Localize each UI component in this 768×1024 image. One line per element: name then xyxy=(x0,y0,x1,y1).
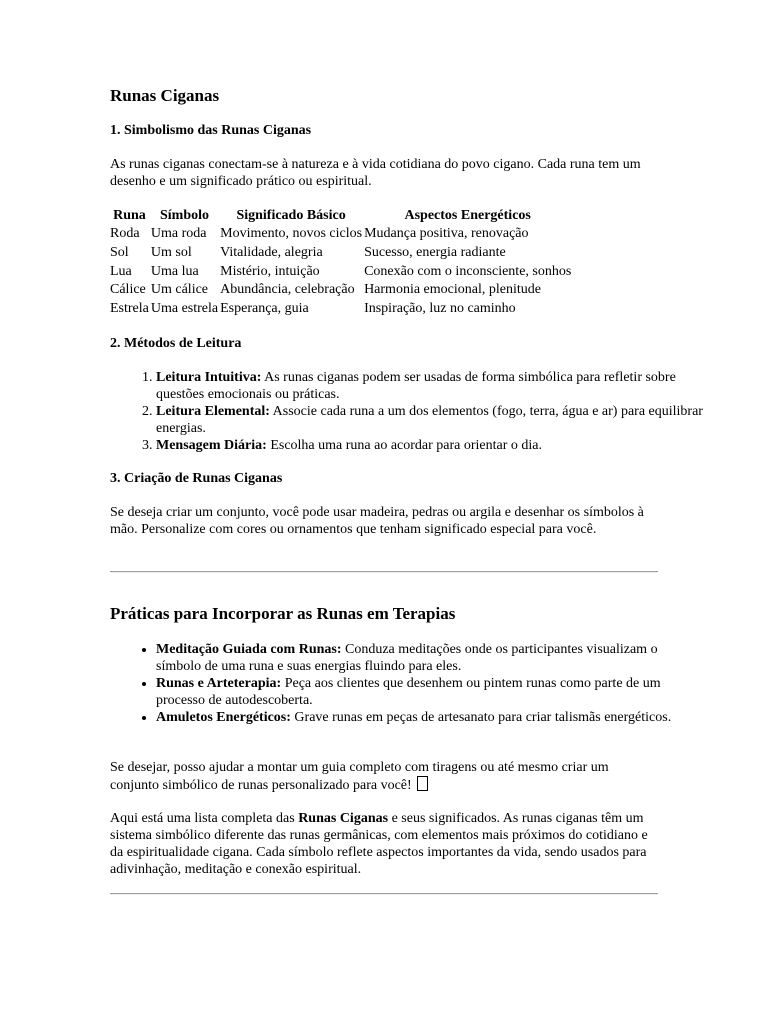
list-item xyxy=(156,709,704,726)
table-header-row xyxy=(110,207,571,225)
table-cell: Inspiração, luz no caminho xyxy=(364,301,516,317)
symbolism-intro: As runas ciganas conectam-se à natureza e à vida cotidiana do povo cigano. Cada runa tem um desenho e um significado prático ou espiritual. xyxy=(110,157,641,189)
item-text: Grave runas em peças de artesanato para criar talismãs energéticos. xyxy=(290,710,672,725)
item-text: Escolha uma runa ao acordar para orientar o dia. xyxy=(266,438,543,453)
list-item xyxy=(156,641,704,675)
closing-suffix: e seus significados. As runas ciganas têm um sistema simbólico diferente das runas germânicas, com elementos mais próximos do cotidiano e da espiritualidade cigana. Cada símbolo reflete aspectos importantes da vida, sendo usados para adivinhação, meditação e conexão espiritual. xyxy=(110,811,648,877)
table-row xyxy=(110,244,571,263)
table-cell: Sol xyxy=(110,245,129,261)
column-header-aspectos: Aspectos Energéticos xyxy=(404,208,531,223)
table-row xyxy=(110,225,571,244)
table-cell: Conexão com o inconsciente, sonhos xyxy=(364,263,572,279)
item-label: Amuletos Energéticos: xyxy=(156,710,291,725)
list-item xyxy=(156,675,704,709)
horizontal-divider xyxy=(110,571,658,573)
table-cell: Sucesso, energia radiante xyxy=(364,245,506,261)
table-cell: Um sol xyxy=(150,245,192,261)
item-text: Peça aos clientes que desenhem ou pintem runas como parte de um processo de autodescoberta. xyxy=(156,676,661,708)
column-header-significado: Significado Básico xyxy=(236,208,346,223)
column-header-runa: Runa xyxy=(113,208,146,223)
runes-table xyxy=(108,207,573,318)
table-cell: Uma roda xyxy=(150,226,207,242)
table-cell: Abundância, celebração xyxy=(220,282,355,298)
table-cell: Lua xyxy=(110,263,132,279)
offer-paragraph xyxy=(110,759,658,794)
offer-text: Se desejar, posso ajudar a montar um guia completo com tiragens ou até mesmo criar um conjunto simbólico de runas personalizado para você! xyxy=(110,760,609,793)
table-cell: Vitalidade, alegria xyxy=(220,245,323,261)
item-label: Meditação Guiada com Runas: xyxy=(156,642,342,657)
section-heading-methods: 2. Métodos de Leitura xyxy=(110,336,242,351)
table-cell: Harmonia emocional, plenitude xyxy=(364,282,541,298)
table-cell: Esperança, guia xyxy=(220,301,309,317)
table-cell: Roda xyxy=(110,226,140,242)
table-row xyxy=(110,281,571,300)
section-heading-symbolism: 1. Simbolismo das Runas Ciganas xyxy=(110,123,312,138)
table-cell: Um cálice xyxy=(150,282,209,298)
item-label: Leitura Intuitiva: xyxy=(156,370,262,385)
table-cell: Uma lua xyxy=(150,263,199,279)
list-item xyxy=(156,403,704,437)
closing-bold: Runas Ciganas xyxy=(298,811,389,826)
horizontal-divider xyxy=(110,893,658,895)
item-label: Leitura Elemental: xyxy=(156,404,270,419)
table-cell: Movimento, novos ciclos xyxy=(220,226,363,242)
column-header-simbolo: Símbolo xyxy=(159,208,209,223)
item-label: Runas e Arteterapia: xyxy=(156,676,282,691)
closing-prefix: Aqui está uma lista completa das xyxy=(110,811,299,826)
table-cell: Uma estrela xyxy=(150,301,219,317)
table-row xyxy=(110,300,571,319)
item-label: Mensagem Diária: xyxy=(156,438,267,453)
list-item xyxy=(156,437,704,454)
item-text: As runas ciganas podem ser usadas de forma simbólica para refletir sobre questões emocionais ou práticas. xyxy=(156,370,676,402)
table-cell: Estrela xyxy=(110,301,149,317)
practices-heading: Práticas para Incorporar as Runas em Terapias xyxy=(110,604,456,623)
item-text: Conduza meditações onde os participantes visualizam o símbolo de uma runa e suas energias fluindo para eles. xyxy=(156,642,658,674)
document-title: Runas Ciganas xyxy=(110,86,220,105)
creation-paragraph: Se deseja criar um conjunto, você pode usar madeira, pedras ou argila e desenhar os símbolos à mão. Personalize com cores ou ornamentos que tenham significado especial para você. xyxy=(110,505,644,537)
missing-glyph-icon xyxy=(417,776,428,791)
list-item xyxy=(156,369,704,403)
table-row xyxy=(110,262,571,281)
methods-list xyxy=(110,369,704,454)
section-heading-creation: 3. Criação de Runas Ciganas xyxy=(110,471,283,486)
table-cell: Cálice xyxy=(110,282,146,298)
practices-list xyxy=(110,641,704,726)
item-text: Associe cada runa a um dos elementos (fogo, terra, água e ar) para equilibrar energias. xyxy=(156,404,703,436)
table-cell: Mudança positiva, renovação xyxy=(364,226,529,242)
table-cell: Mistério, intuição xyxy=(220,263,320,279)
closing-paragraph xyxy=(110,810,658,878)
